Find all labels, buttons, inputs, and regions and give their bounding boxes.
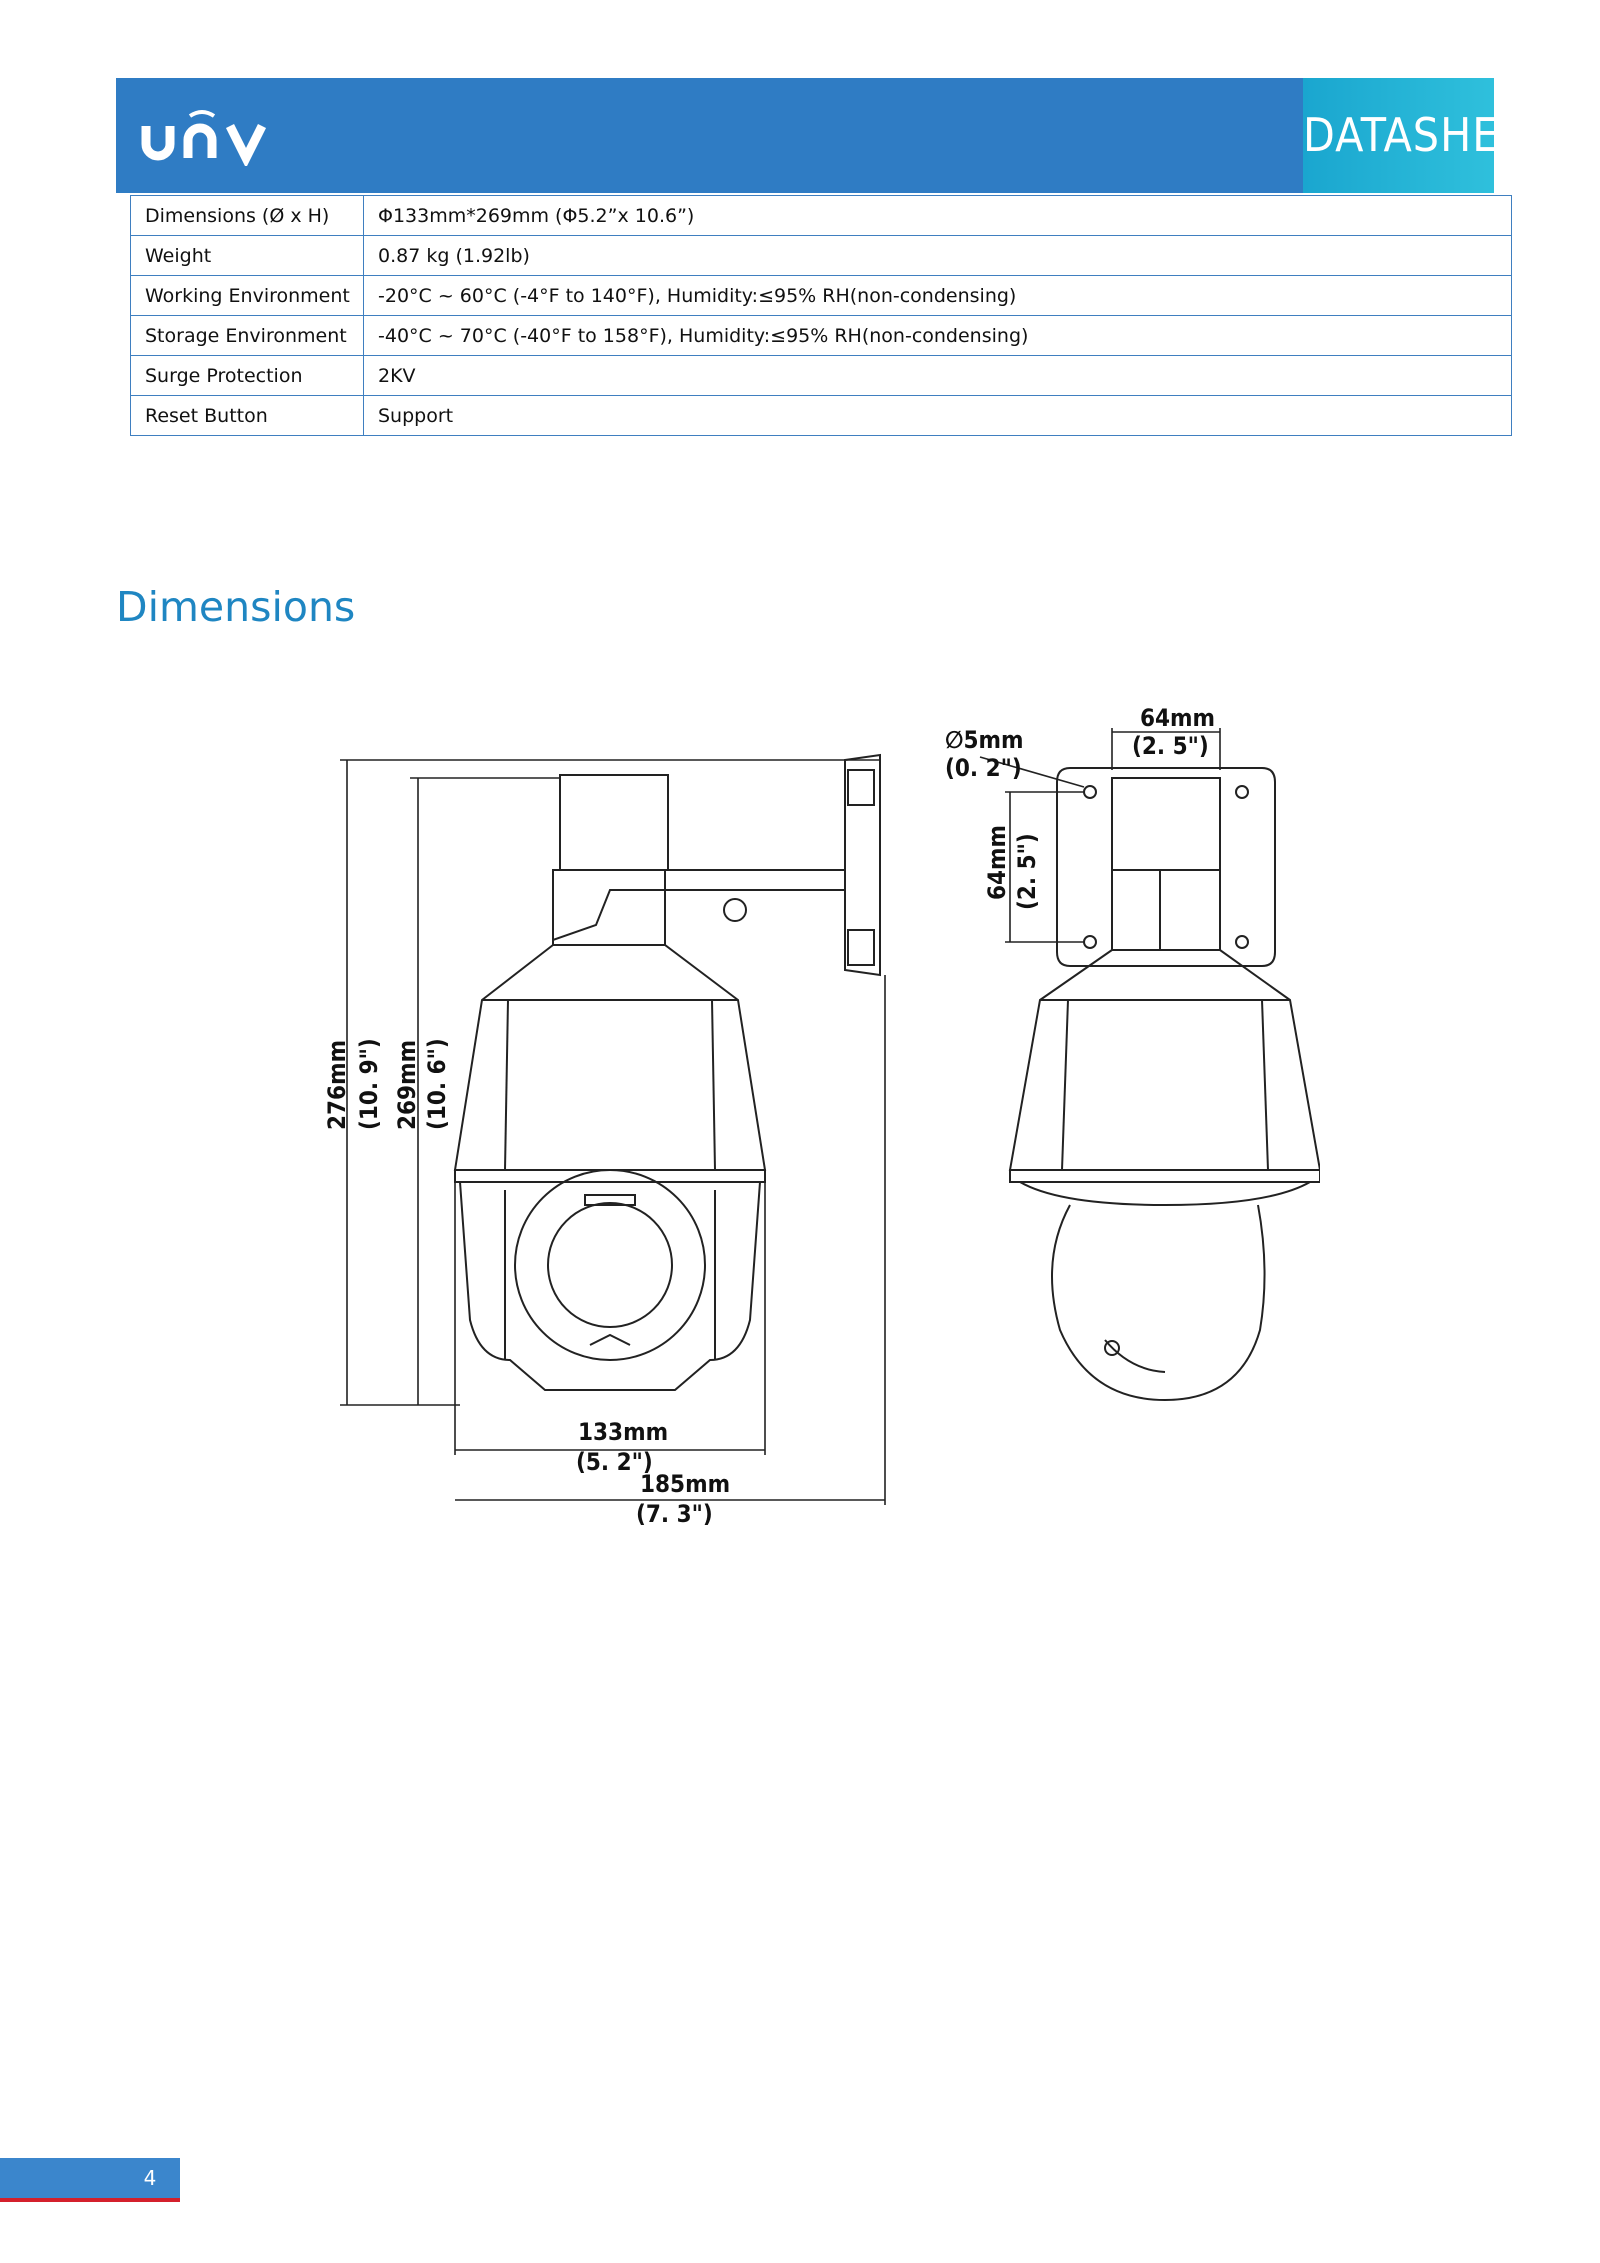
section-title: Dimensions [116,583,356,631]
spec-label: Dimensions (Ø x H) [131,196,364,236]
table-row [131,396,1512,436]
dim-width-total-in: (7. 3") [636,1500,713,1528]
dimension-drawing [300,700,1320,1530]
dim-plate-height-mm: 64mm [983,824,1011,900]
table-row [131,236,1512,276]
table-row [131,276,1512,316]
spec-label: Reset Button [131,396,364,436]
spec-label: Storage Environment [131,316,364,356]
lens-inner [548,1203,672,1327]
dim-height-body-mm: 269mm [393,1039,421,1130]
table-row [131,316,1512,356]
dim-width-body-in: (5. 2") [576,1448,653,1476]
datasheet-badge: DATASHEET [1303,78,1494,193]
dim-hole-mm: ∅5mm [945,726,1024,754]
bracket-arm [553,870,845,940]
dim-hole-in: (0. 2") [945,754,1022,782]
camera-cap [560,775,668,870]
page-number: 4 [143,2166,157,2190]
unv-logo [140,106,280,166]
dim-plate-width-mm: 64mm [1140,704,1216,732]
dim-height-body-in: (10. 6") [423,1038,451,1130]
camera-body [455,945,765,1170]
dim-height-total-mm: 276mm [323,1039,351,1130]
dim-width-body-mm: 133mm [578,1418,669,1446]
dim-width-total-mm: 185mm [640,1470,731,1498]
spec-label: Working Environment [131,276,364,316]
spec-value: -40°C ~ 70°C (-40°F to 158°F), Humidity:≤95% RH(non-condensing) [364,316,1512,356]
lens-outer [515,1170,705,1360]
spec-value: Support [364,396,1512,436]
spec-value: 0.87 kg (1.92lb) [364,236,1512,276]
spec-table [130,195,1512,436]
table-row [131,356,1512,396]
spec-value: Φ133mm*269mm (Φ5.2”x 10.6”) [364,196,1512,236]
spec-label: Weight [131,236,364,276]
header-banner [116,78,1553,193]
dim-plate-height-in: (2. 5") [1013,833,1041,910]
dim-plate-width-in: (2. 5") [1132,732,1209,760]
dim-height-total-in: (10. 9") [355,1038,383,1130]
spec-value: 2KV [364,356,1512,396]
footer-accent [0,2198,180,2202]
table-row [131,196,1512,236]
spec-value: -20°C ~ 60°C (-4°F to 140°F), Humidity:≤95% RH(non-condensing) [364,276,1512,316]
side-body [1010,950,1320,1170]
spec-label: Surge Protection [131,356,364,396]
